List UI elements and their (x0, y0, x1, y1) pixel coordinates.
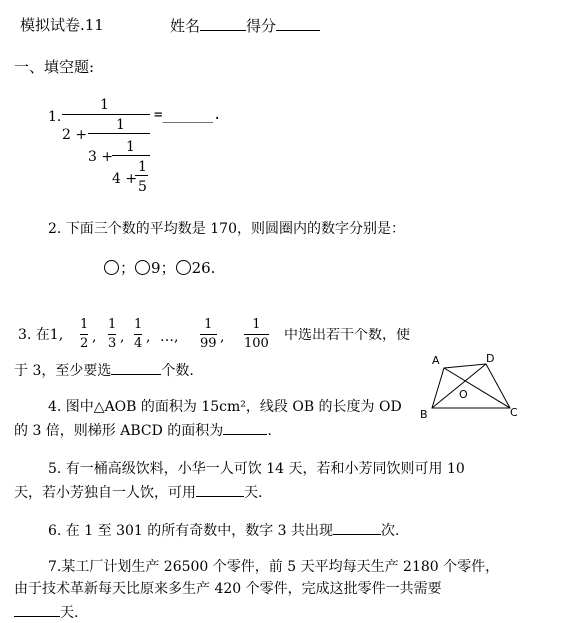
q1-four-plus: 4 + (112, 171, 138, 187)
circle-icon (176, 260, 191, 275)
q5-line2 (14, 484, 262, 500)
fraction-denominator: 4 (134, 336, 143, 351)
name-blank[interactable] (200, 18, 246, 31)
fraction-denominator: 100 (244, 336, 269, 351)
q1-two-plus: 2 + (62, 127, 88, 143)
fraction-denominator: 3 (108, 336, 117, 351)
q2-sep-1: ； (120, 259, 136, 277)
q1-second-fraction-bar (88, 133, 150, 134)
diagonal-bd (432, 364, 486, 408)
q2-sep-2: ； (160, 259, 176, 277)
fraction-numerator: 1 (204, 317, 213, 332)
fraction-bar (244, 334, 269, 335)
q4-line2 (14, 422, 272, 438)
q3-comma: , (220, 329, 225, 345)
q3-comma: , (120, 329, 125, 345)
label-a: A (432, 354, 440, 367)
q2-text: 2. 下面三个数的平均数是 170，则圆圈内的数字分别是： (48, 221, 405, 237)
q3-line2-end: 个数. (161, 363, 194, 379)
q3-comma: , (92, 329, 97, 345)
fraction-numerator: 1 (252, 317, 261, 332)
q5-line1: 5. 有一桶高级饮料，小华一人可饮 14 天，若和小芳同饮则可用 10 (48, 461, 465, 477)
q6-line-start: 6. 在 1 至 301 的所有奇数中，数字 3 共出现 (48, 523, 334, 539)
fraction-bar (108, 334, 116, 335)
q2-digit-3: 26 (191, 259, 211, 277)
q4-line2-start: 的 3 倍，则梯形 ABCD 的面积为 (14, 423, 224, 439)
q1-answer-blank[interactable]: =______. (154, 107, 222, 123)
q1-top-numerator: 1 (100, 97, 109, 113)
label-b: B (420, 408, 428, 421)
q7-line3-end: 天. (60, 605, 79, 621)
circle-icon (135, 260, 150, 275)
q3-lead: 3. 在1, (18, 327, 64, 343)
fraction-denominator: 2 (80, 336, 89, 351)
q4-line2-end: . (267, 423, 272, 439)
label-c: C (510, 406, 518, 419)
fraction-bar (80, 334, 88, 335)
fraction-bar (134, 334, 142, 335)
q2-circles (104, 260, 215, 276)
name-label: 姓名 (170, 17, 201, 35)
q7-answer-blank[interactable] (14, 604, 60, 617)
q6-answer-blank[interactable] (333, 522, 381, 535)
q5-answer-blank[interactable] (196, 484, 244, 497)
q2-sep-3: . (210, 259, 216, 277)
q3-fraction (244, 318, 269, 350)
label-o: O (459, 388, 468, 401)
circle-icon (104, 260, 119, 275)
q3-fraction (80, 318, 88, 350)
trapezoid-figure (416, 348, 526, 424)
page-title: 模拟试卷.11 (20, 16, 104, 34)
q1-three-plus: 3 + (88, 149, 114, 165)
q3-fraction (108, 318, 116, 350)
q3-answer-blank[interactable] (111, 362, 161, 375)
diagonal-ac (444, 368, 510, 408)
fraction-bar (200, 334, 217, 335)
q1-third-fraction-bar (112, 155, 150, 156)
q1-main-fraction-bar (62, 114, 150, 115)
q6-line-end: 次. (381, 523, 400, 539)
q3-line2-start: 于 3，至少要选 (14, 363, 112, 379)
q1-inner-fraction-bar (135, 175, 148, 176)
label-d: D (486, 352, 495, 365)
q3-comma: , (146, 329, 151, 345)
q3-fraction (200, 318, 217, 350)
section-title: 一、填空题: (14, 58, 95, 76)
q1-number: 1. (48, 109, 62, 125)
q7-line1: 7.某工厂计划生产 26500 个零件，前 5 天平均每天生产 2180 个零件， (48, 559, 500, 575)
fraction-denominator: 99 (200, 336, 217, 351)
q3-fraction (134, 318, 142, 350)
q5-line2-end: 天. (244, 485, 263, 501)
q4-line1: 4. 图中△AOB 的面积为 15cm²，线段 OB 的长度为 OD (48, 399, 402, 415)
name-field-label (170, 18, 320, 34)
q1-inner-denominator: 5 (138, 179, 147, 195)
q4-answer-blank[interactable] (223, 422, 267, 435)
q6-line (48, 522, 400, 538)
q1-third-numerator: 1 (126, 139, 135, 155)
q3-ellipsis: …, (160, 329, 179, 345)
fraction-numerator: 1 (108, 317, 117, 332)
q3-line2 (14, 362, 194, 378)
q5-line2-start: 天，若小芳独自一人饮，可用 (14, 485, 196, 501)
q2-digit-2: 9 (151, 259, 161, 277)
score-label: 得分 (246, 17, 277, 35)
q7-line3 (14, 604, 78, 620)
q7-line2: 由于技术革新每天比原来多生产 420 个零件，完成这批零件一共需要 (14, 581, 442, 597)
fraction-numerator: 1 (134, 317, 143, 332)
score-blank[interactable] (276, 18, 320, 31)
q1-inner-numerator: 1 (138, 159, 147, 175)
q3-tail: 中选出若干个数，使 (284, 328, 410, 342)
q1-second-numerator: 1 (116, 117, 125, 133)
fraction-numerator: 1 (80, 317, 89, 332)
